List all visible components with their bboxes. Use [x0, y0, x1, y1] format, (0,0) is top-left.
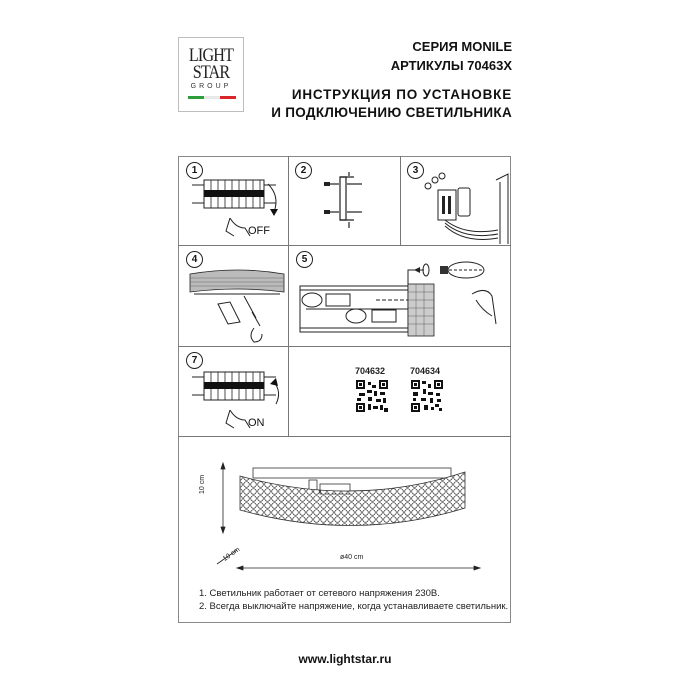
dimension-height: 10 cm — [199, 474, 206, 494]
step-number-3: 3 — [407, 162, 424, 179]
instruction-title-line2: И ПОДКЛЮЧЕНИЮ СВЕТИЛЬНИКА — [271, 105, 512, 120]
col-divider-c — [288, 346, 289, 436]
instruction-title-line1: ИНСТРУКЦИЯ ПО УСТАНОВКЕ — [291, 87, 512, 102]
italian-flag-stripe — [188, 96, 236, 99]
qr-article-704634: 704634 — [410, 366, 441, 376]
series-title: СЕРИЯ MONILE — [412, 39, 512, 54]
logo-text-light: LIGHT — [188, 45, 234, 66]
insert-bulb-icon — [296, 264, 508, 344]
dimension-width: ø40 cm — [340, 554, 364, 561]
mounting-bracket-icon — [320, 172, 370, 232]
step-number-5: 5 — [296, 251, 313, 268]
dimension-depth: 10 cm — [221, 546, 242, 563]
circuit-breaker-off-icon — [190, 176, 285, 241]
step-number-7: 7 — [186, 352, 203, 369]
circuit-breaker-on-icon — [190, 370, 285, 432]
on-label: ON — [248, 417, 265, 429]
col-divider-a — [288, 156, 289, 346]
website-link[interactable]: www.lightstar.ru — [298, 652, 392, 666]
lightstar-logo — [178, 37, 244, 112]
qr-code-704632-icon[interactable] — [356, 380, 388, 412]
articles-title: АРТИКУЛЫ 70463X — [390, 58, 512, 73]
step-number-4: 4 — [186, 251, 203, 268]
off-label: OFF — [248, 225, 270, 237]
logo-text-group: GROUP — [190, 83, 232, 90]
row-divider-1 — [178, 245, 511, 246]
col-divider-b — [400, 156, 401, 245]
fix-lamp-to-bracket-icon — [188, 266, 286, 344]
step-number-2: 2 — [295, 162, 312, 179]
qr-article-704632: 704632 — [355, 366, 386, 376]
lamp-dimension-drawing — [215, 460, 505, 580]
step-number-1: 1 — [186, 162, 203, 179]
row-divider-3 — [178, 436, 511, 437]
safety-notes — [199, 587, 508, 613]
qr-code-704634-icon[interactable] — [411, 380, 443, 412]
note-1: 1. Светильник работает от сетевого напряжения 230В. — [199, 588, 440, 599]
row-divider-2 — [178, 346, 511, 347]
logo-text-star: STAR — [192, 62, 230, 83]
wire-connection-icon — [420, 168, 510, 244]
note-2: 2. Всегда выключайте напряжение, когда устанавливаете светильник. — [199, 601, 509, 612]
